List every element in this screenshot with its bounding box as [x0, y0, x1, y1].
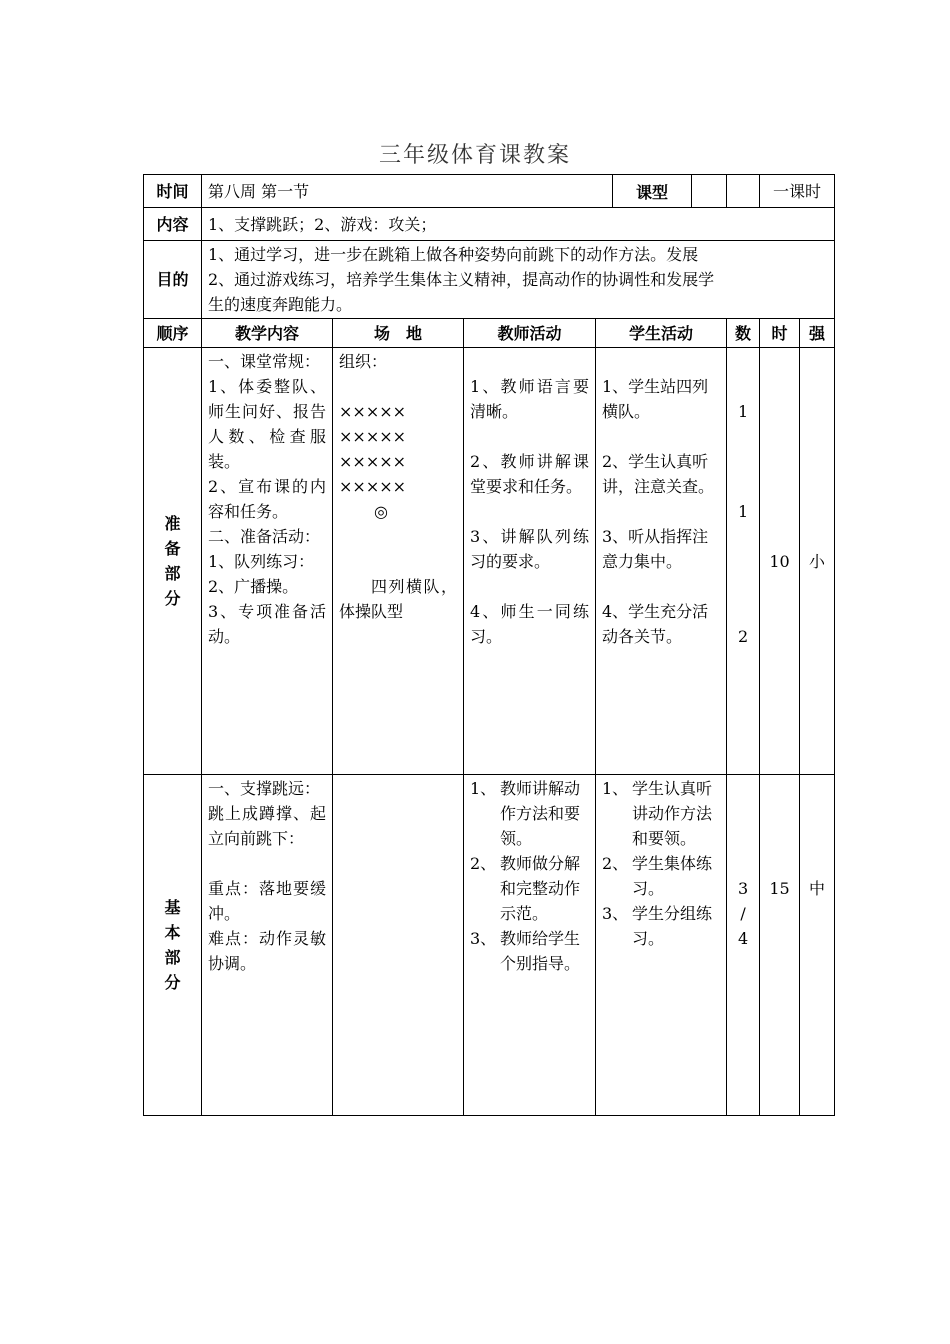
lesson-plan-table	[143, 174, 835, 1116]
type-value: 一课时	[760, 175, 835, 208]
page-title: 三年级体育课教案	[378, 143, 571, 168]
content-row	[144, 208, 835, 241]
section-prep-intensity: 小	[800, 348, 835, 775]
content-value: 1、支撑跳跃；2、游戏：攻关；	[202, 208, 835, 241]
section-basic-content: 一、支撑跳远： 跳上成蹲撑、起立向前跳下： 重点：落地要缓冲。 难点：动作灵敏协调。	[202, 775, 333, 1116]
col-content: 教学内容	[202, 319, 333, 348]
goal-value	[202, 241, 835, 319]
formation-row: ×××××	[339, 427, 407, 446]
goal-label: 目的	[144, 241, 202, 319]
section-name-char: 基	[164, 898, 181, 917]
section-prep-teacher: 1、教师语言要清晰。 2、教师讲解课堂要求和任务。 3、讲解队列练习的要求。 4、师生一同练习。	[464, 348, 596, 775]
goal-line: 2、通过游戏练习，培养学生集体主义精神，提高动作的协调性和发展学	[208, 270, 715, 289]
time-value: 第八周 第一节	[202, 175, 727, 208]
venue-org-label: 组织：	[339, 352, 388, 371]
col-time: 时	[760, 319, 800, 348]
section-basic-teacher: 1、 教师讲解动作方法和要领。 2、 教师做分解和完整动作示范。 3、 教师给学生个别指导。	[464, 775, 596, 1116]
section-name-char: 准	[164, 514, 181, 533]
section-basic-student: 1、 学生认真听讲动作方法和要领。 2、 学生集体练习。 3、 学生分组练习。	[596, 775, 727, 1116]
section-name-char: 分	[164, 589, 181, 608]
section-prep-student: 1、学生站四列横队。 2、学生认真听讲，注意关查。 3、听从指挥注意力集中。 4、学生充分活动各关节。	[596, 348, 727, 775]
col-count: 数	[727, 319, 760, 348]
section-prep-venue	[333, 348, 464, 775]
goal-line: 1、通过学习，进一步在跳箱上做各种姿势向前跳下的动作方法。发展	[208, 245, 699, 264]
formation-description: 四列横队，体操队型	[339, 577, 457, 621]
section-name-char: 备	[164, 539, 181, 558]
section-basic-venue	[333, 775, 464, 1116]
time-row	[144, 175, 835, 208]
col-order: 顺序	[144, 319, 202, 348]
section-basic-time: 15	[760, 775, 800, 1116]
goal-row	[144, 241, 835, 319]
type-label: 课型	[612, 175, 692, 207]
teacher-position-mark: ◎	[374, 502, 388, 521]
goal-line: 生的速度奔跑能力。	[208, 295, 353, 314]
time-label: 时间	[144, 175, 202, 208]
section-basic-intensity: 中	[800, 775, 835, 1116]
section-basic-name	[144, 775, 202, 1116]
col-student: 学生活动	[596, 319, 727, 348]
formation-row: ×××××	[339, 477, 407, 496]
section-prep-content: 一、课堂常规： 1、体委整队、师生问好、报告人数、检查服装。 2、宣布课的内容和任务。 二、准备活动： 1、队列练习： 2、广播操。 3、专项准备活动。	[202, 348, 333, 775]
col-teacher: 教师活动	[464, 319, 596, 348]
section-name-char: 部	[164, 948, 181, 967]
section-prep-count: 1 1 2	[727, 348, 760, 775]
section-name-char: 本	[164, 923, 181, 942]
formation-row: ×××××	[339, 452, 407, 471]
section-prep-name	[144, 348, 202, 775]
formation-row: ×××××	[339, 402, 407, 421]
section-name-char: 部	[164, 564, 181, 583]
col-venue: 场 地	[333, 319, 464, 348]
section-basic-row	[144, 775, 835, 1116]
col-intensity: 强	[800, 319, 835, 348]
section-name-char: 分	[164, 973, 181, 992]
section-basic-count: 3 / 4	[727, 775, 760, 1116]
section-prep-time: 10	[760, 348, 800, 775]
column-header-row	[144, 319, 835, 348]
content-label: 内容	[144, 208, 202, 241]
section-prep-row	[144, 348, 835, 775]
